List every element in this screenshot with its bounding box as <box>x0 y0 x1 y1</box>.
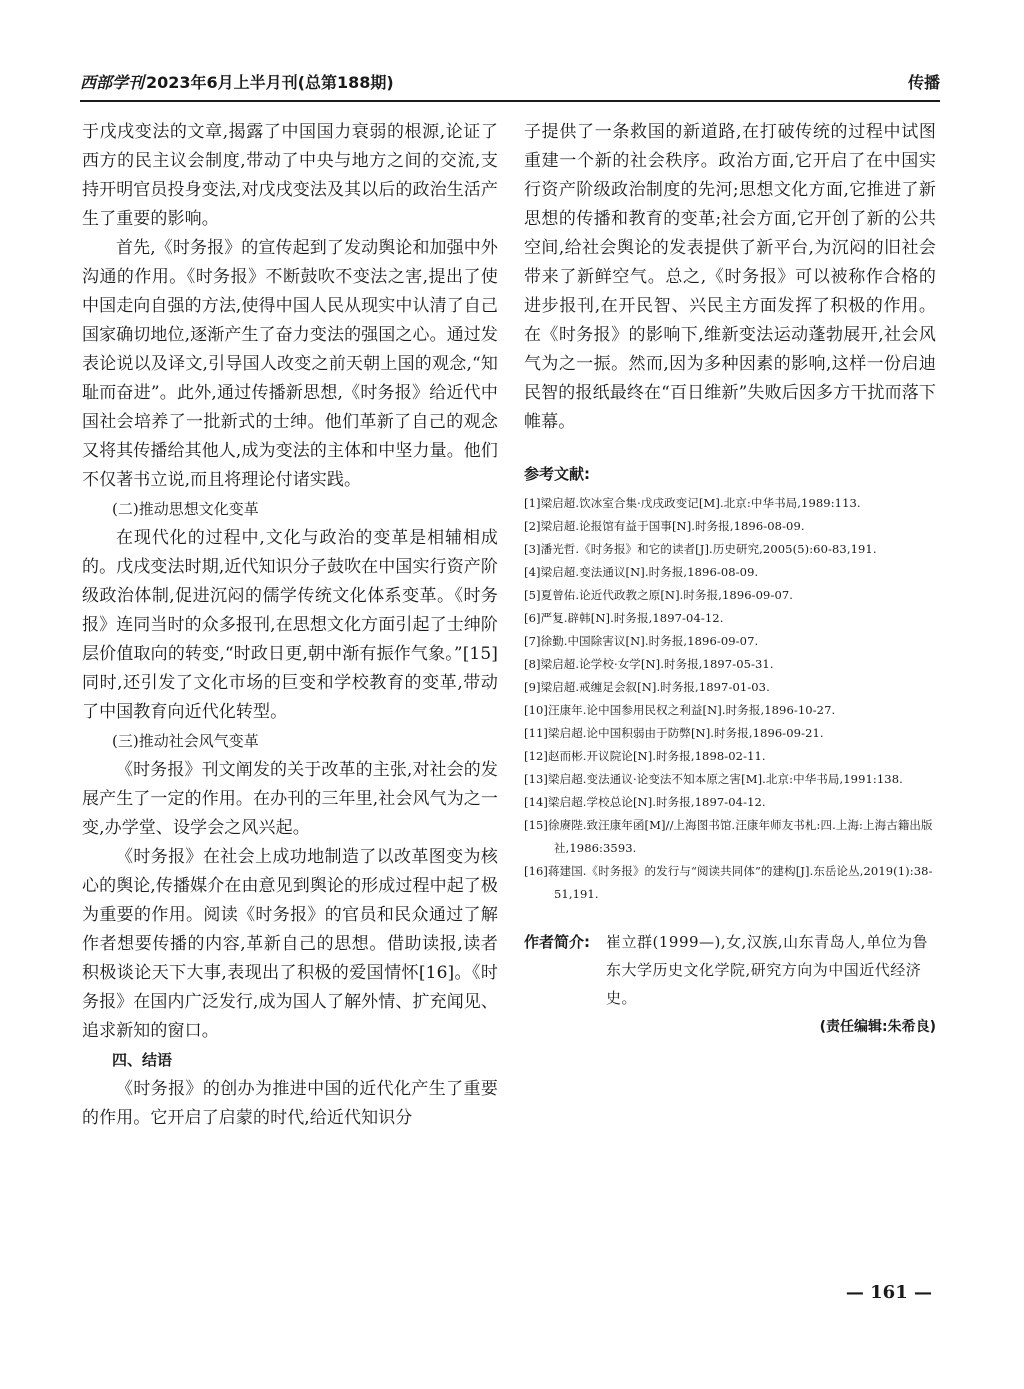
references-list <box>524 492 936 906</box>
page-number: — 161 — <box>845 1282 932 1303</box>
right-column <box>524 118 936 1036</box>
reference-item: [7]徐勤.中国除害议[N].时务报,1896-09-07. <box>524 634 759 648</box>
reference-item: [6]严复.辟韩[N].时务报,1897-04-12. <box>524 611 724 625</box>
body-paragraph: 子提供了一条救国的新道路,在打破传统的过程中试图重建一个新的社会秩序。政治方面,它开启了在中国实行资产阶级政治制度的先河;思想文化方面,它推进了新思想的传播和教育的变革;社会方面,它开创了新的公共空间,给社会舆论的发表提供了新平台,为沉闷的旧社会带来了新鲜空气。总之,《时务报》可以被称作合格的进步报刊,在开民智、兴民主方面发挥了积极的作用。在《时务报》的影响下,维新变法运动蓬勃展开,社会风气为之一振。然而,因为多种因素的影响,这样一份启迪民智的报纸最终在“百日维新”失败后因多方干扰而落下帷幕。 <box>524 122 936 432</box>
author-bio <box>524 928 936 1012</box>
reference-item: [9]梁启超.戒缠足会叙[N].时务报,1897-01-03. <box>524 680 770 694</box>
issue-info: 2023年6月上半月刊(总第188期) <box>146 73 394 92</box>
body-paragraph: 《时务报》的创办为推进中国的近代化产生了重要的作用。它开启了启蒙的时代,给近代知识分 <box>82 1079 498 1128</box>
reference-item: [8]梁启超.论学校·女学[N].时务报,1897-05-31. <box>524 657 774 671</box>
header-rule <box>80 100 940 102</box>
subsection-heading: (三)推动社会风气变革 <box>112 732 259 750</box>
reference-item: [10]汪康年.论中国参用民权之利益[N].时务报,1896-10-27. <box>524 703 836 717</box>
left-column <box>82 118 498 1133</box>
body-paragraph: 于戊戌变法的文章,揭露了中国国力衰弱的根源,论证了西方的民主议会制度,带动了中央与地方之间的交流,支持开明官员投身变法,对戊戌变法及其以后的政治生活产生了重要的影响。 <box>82 122 498 229</box>
body-paragraph: 《时务报》刊文阐发的关于改革的主张,对社会的发展产生了一定的作用。在办刊的三年里,社会风气为之一变,办学堂、设学会之风兴起。 <box>82 760 498 838</box>
journal-issue-line <box>80 70 394 93</box>
body-paragraph: 《时务报》在社会上成功地制造了以改革图变为核心的舆论,传播媒介在由意见到舆论的形成过程中起了极为重要的作用。阅读《时务报》的官员和民众通过了解作者想要传播的内容,革新自己的思想。借助读报,读者积极谈论天下大事,表现出了积极的爱国情怀[16]。《时务报》在国内广泛发行,成为国人了解外情、扩充闻见、追求新知的窗口。 <box>82 847 498 1041</box>
reference-item: [16]蒋建国.《时务报》的发行与“阅读共同体”的建构[J].东岳论丛,2019(1):38-51,191. <box>524 864 933 901</box>
journal-logo: 西部学刊 <box>80 73 145 92</box>
reference-item: [4]梁启超.变法通议[N].时务报,1896-08-09. <box>524 565 759 579</box>
subsection-heading: (二)推动思想文化变革 <box>112 500 259 518</box>
body-paragraph: 在现代化的过程中,文化与政治的变革是相辅相成的。戊戌变法时期,近代知识分子鼓吹在中国实行资产阶级政治体制,促进沉闷的儒学传统文化体系变革。《时务报》连同当时的众多报刊,在思想文化方面引起了士绅阶层价值取向的转变,“时政日更,朝中渐有振作气象。”[15] 同时,还引发了文化市场的巨变和学校教育的变革,带动了中国教育向近代化转型。 <box>82 528 498 722</box>
author-bio-label: 作者简介: <box>524 933 590 951</box>
section-name: 传播 <box>907 73 940 92</box>
reference-item: [12]赵而彬.开议院论[N].时务报,1898-02-11. <box>524 749 766 763</box>
reference-item: [1]梁启超.饮冰室合集·戊戌政变记[M].北京:中华书局,1989:113. <box>524 496 861 510</box>
section-heading: 四、结语 <box>112 1051 173 1069</box>
reference-item: [11]梁启超.论中国积弱由于防弊[N].时务报,1896-09-21. <box>524 726 824 740</box>
references-heading: 参考文献: <box>524 465 590 483</box>
responsible-editor: (责任编辑:朱希良) <box>819 1019 936 1035</box>
author-bio-text: 崔立群(1999—),女,汉族,山东青岛人,单位为鲁东大学历史文化学院,研究方向为中国近代经济史。 <box>606 933 928 1007</box>
reference-item: [13]梁启超.变法通议·论变法不知本原之害[M].北京:中华书局,1991:138. <box>524 772 903 786</box>
reference-item: [2]梁启超.论报馆有益于国事[N].时务报,1896-08-09. <box>524 519 805 533</box>
reference-item: [14]梁启超.学校总论[N].时务报,1897-04-12. <box>524 795 766 809</box>
reference-item: [15]徐赓陛.致汪康年函[M]//上海图书馆.汪康年师友书札:四.上海:上海古籍出版社,1986:3593. <box>524 818 933 855</box>
reference-item: [5]夏曾佑.论近代政教之原[N].时务报,1896-09-07. <box>524 588 794 602</box>
running-header <box>80 70 940 96</box>
body-paragraph: 首先,《时务报》的宣传起到了发动舆论和加强中外沟通的作用。《时务报》不断鼓吹不变法之害,提出了使中国走向自强的方法,使得中国人民从现实中认清了自己国家确切地位,逐渐产生了奋力变法的强国之心。通过发表论说以及译文,引导国人改变之前天朝上国的观念,“知耻而奋进”。此外,通过传播新思想,《时务报》给近代中国社会培养了一批新式的士绅。他们革新了自己的观念又将其传播给其他人,成为变法的主体和中坚力量。他们不仅著书立说,而且将理论付诸实践。 <box>82 238 498 490</box>
reference-item: [3]潘光哲.《时务报》和它的读者[J].历史研究,2005(5):60-83,191. <box>524 542 877 556</box>
